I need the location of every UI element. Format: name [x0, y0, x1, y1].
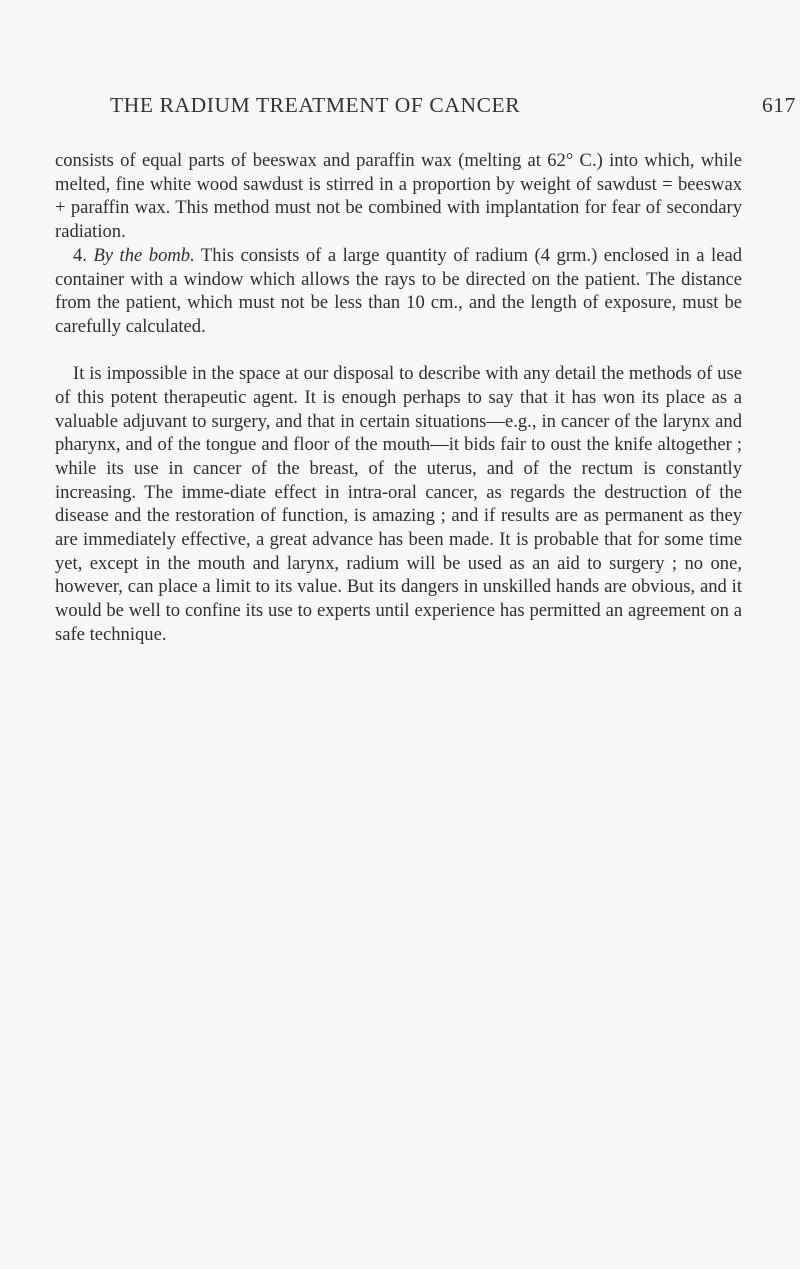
- running-head: [110, 93, 796, 123]
- item-number: 4.: [73, 244, 87, 266]
- page-number: 617: [761, 93, 796, 117]
- paragraph-gap: [55, 339, 742, 363]
- item-heading: By the bomb.: [93, 244, 195, 266]
- running-title: THE RADIUM TREATMENT OF CANCER: [110, 93, 521, 117]
- numbered-item-4: [55, 244, 742, 339]
- item-text: This consists of a large quantity of radium (4 grm.) enclosed in a lead container with a window which allows the rays to be directed on the patient. The distance from the patient, which must not be less than 10 cm., and the length of exposure, must be carefully calculated.: [55, 244, 742, 337]
- continued-paragraph: consists of equal parts of beeswax and paraffin wax (melting at 62° C.) into which, while melted, fine white wood sawdust is stirred in a proportion by weight of sawdust = beeswax + paraffin wax. This method must not be combined with implantation for fear of secondary radiation.: [55, 150, 742, 243]
- body-text: [55, 149, 742, 647]
- main-paragraph: It is impossible in the space at our disposal to describe with any detail the methods of use of this potent therapeutic agent. It is enough perhaps to say that it has won its place as a valuable adjuvant to surgery, and that in certain situations—e.g., in cancer of the larynx and pharynx, and of the tongue and floor of the mouth—it bids fair to oust the knife altogether ; while its use in cancer of the breast, of the uterus, and of the rectum is constantly increasing. The imme-diate effect in intra-oral cancer, as regards the destruction of the disease and the restoration of function, is amazing ; and if results are as permanent as they are immediately effective, a great advance has been made. It is probable that for some time yet, except in the mouth and larynx, radium will be used as an aid to surgery ; no one, however, can place a limit to its value. But its dangers in unskilled hands are obvious, and it would be well to confine its use to experts until experience has permitted an agreement on a safe technique.: [55, 363, 742, 645]
